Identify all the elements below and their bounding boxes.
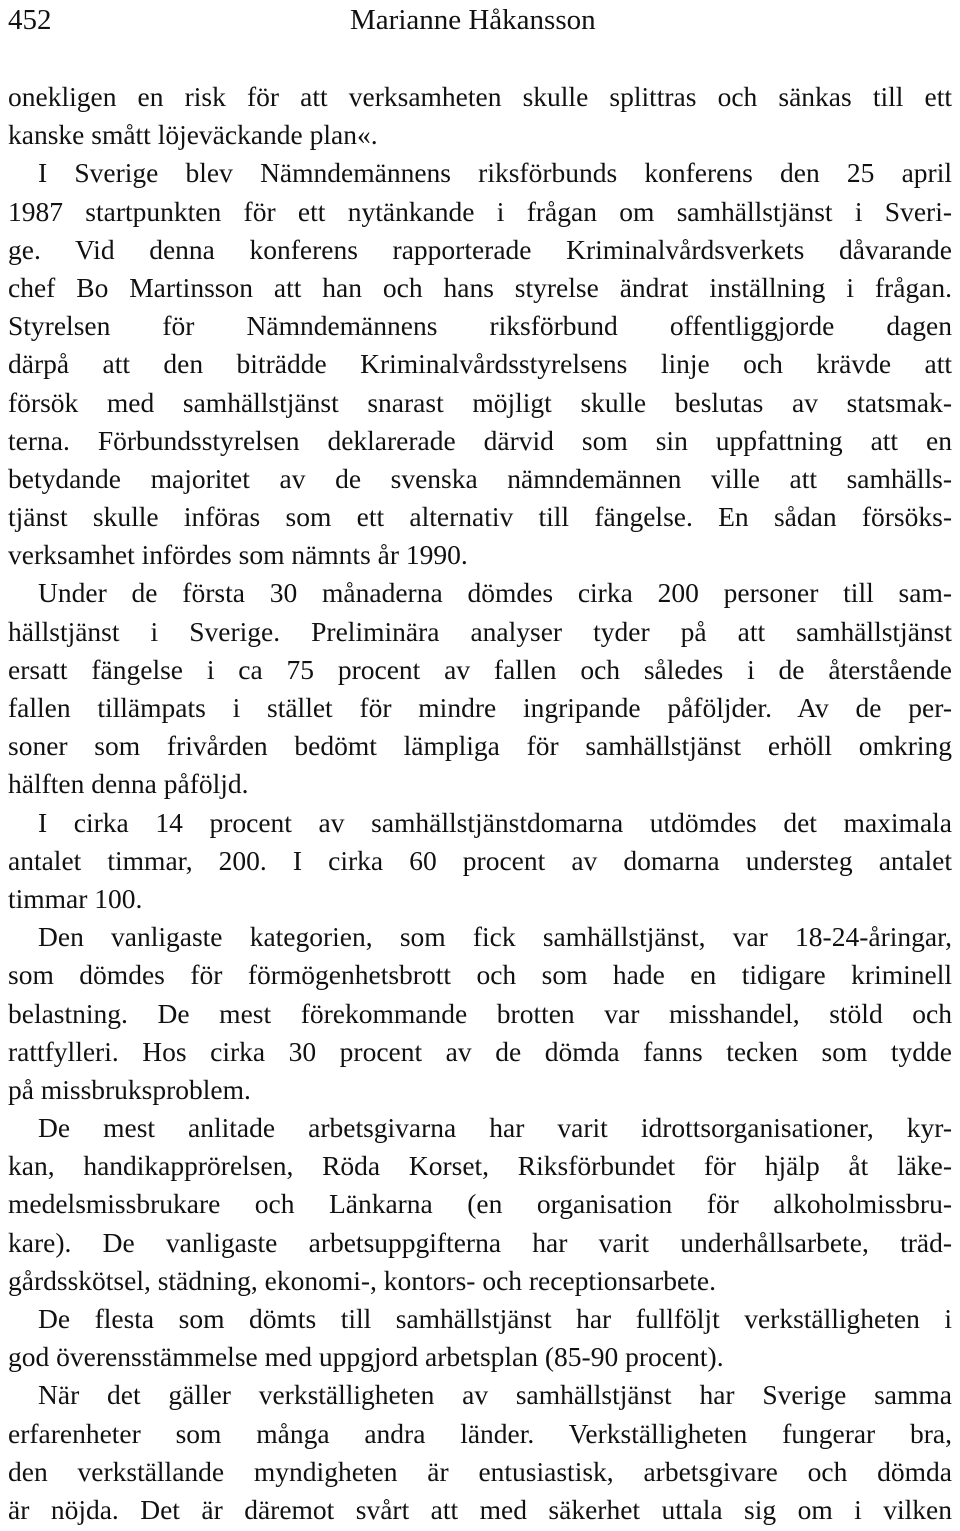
text-line: gårdsskötsel, städning, ekonomi-, kontors- och receptionsarbete. [8, 1264, 716, 1296]
text-line: Under de första 30 månaderna dömdes cirka 200 personer till sam- [38, 577, 952, 609]
text-line: god överensstämmelse med uppgjord arbetsplan (85-90 procent). [8, 1341, 724, 1373]
text-line: 1987 startpunkten för ett nytänkande i frågan om samhällstjänst i Sveri- [8, 195, 952, 227]
text-line: När det gäller verkställigheten av samhällstjänst har Sverige samma [38, 1379, 952, 1411]
text-line: fallen tillämpats i stället för mindre ingripande påföljder. Av de per- [8, 692, 952, 723]
text-line: De mest anlitade arbetsgivarna har varit idrottsorganisationer, kyr- [38, 1112, 952, 1144]
text-line: Den vanligaste kategorien, som fick samhällstjänst, var 18-24-åringar, [38, 921, 952, 953]
text-line: onekligen en risk för att verksamheten skulle splittras och sänkas till ett [8, 81, 952, 112]
text-line: soner som frivården bedömt lämpliga för samhällstjänst erhöll omkring [8, 730, 952, 762]
text-line: chef Bo Martinsson att han och hans styrelse ändrat inställning i frågan. [8, 271, 952, 303]
text-line: erfarenheter som många andra länder. Verkställigheten fungerar bra, [8, 1417, 952, 1449]
text-line: belastning. De mest förekommande brotten var misshandel, stöld och [8, 997, 952, 1029]
text-line: antalet timmar, 200. I cirka 60 procent av domarna understeg antalet [8, 844, 952, 876]
text-line: verksamhet infördes som nämnts år 1990. [8, 539, 468, 571]
text-line: ge. Vid denna konferens rapporterade Kriminalvårdsverkets dåvarande [8, 233, 952, 265]
text-line: därpå att den biträdde Kriminalvårdsstyrelsens linje och krävde att [8, 348, 952, 380]
text-line: medelsmissbrukare och Länkarna (en organisation för alkoholmissbru- [8, 1188, 952, 1220]
text-line: I Sverige blev Nämndemännens riksförbunds konferens den 25 april [38, 157, 952, 189]
text-line: kan, handikapprörelsen, Röda Korset, Riksförbundet för hjälp åt läke- [8, 1150, 952, 1182]
text-line: på missbruksproblem. [8, 1073, 251, 1105]
text-line: hällstjänst i Sverige. Preliminära analyser tyder på att samhällstjänst [8, 615, 952, 647]
page-header [8, 0, 952, 40]
text-line: terna. Förbundsstyrelsen deklarerade därvid som sin uppfattning att en [8, 424, 952, 456]
text-line: kare). De vanligaste arbetsuppgifterna har varit underhållsarbete, träd- [8, 1226, 952, 1258]
text-line: tjänst skulle införas som ett alternativ till fängelse. En sådan försöks- [8, 501, 952, 533]
text-line: De flesta som dömts till samhällstjänst har fullföljt verkställigheten i [38, 1303, 952, 1334]
text-line: timmar 100. [8, 882, 143, 914]
text-line: kanske smått löjeväckande plan«. [8, 119, 378, 151]
text-line: rattfylleri. Hos cirka 30 procent av de dömda fanns tecken som tydde [8, 1035, 952, 1067]
text-line: är nöjda. Det är däremot svårt att med säkerhet uttala sig om i vilken [8, 1493, 952, 1525]
text-line: Styrelsen för Nämndemännens riksförbund offentliggjorde dagen [8, 310, 952, 342]
text-line: hälften denna påföljd. [8, 768, 249, 800]
body-text [8, 78, 952, 1529]
text-line: den verkställande myndigheten är entusiastisk, arbetsgivare och dömda [8, 1455, 952, 1487]
running-head-author: Marianne Håkansson [350, 4, 596, 36]
text-line: betydande majoritet av de svenska nämndemännen ville att samhälls- [8, 462, 952, 494]
text-line: I cirka 14 procent av samhällstjänstdomarna utdömdes det maximala [38, 806, 952, 838]
text-line: ersatt fängelse i ca 75 procent av fallen och således i de återstående [8, 653, 952, 685]
text-line: försök med samhällstjänst snarast möjligt skulle beslutas av statsmak- [8, 386, 952, 418]
page-number: 452 [8, 4, 52, 36]
text-line: som dömdes för förmögenhetsbrott och som hade en tidigare kriminell [8, 959, 952, 991]
